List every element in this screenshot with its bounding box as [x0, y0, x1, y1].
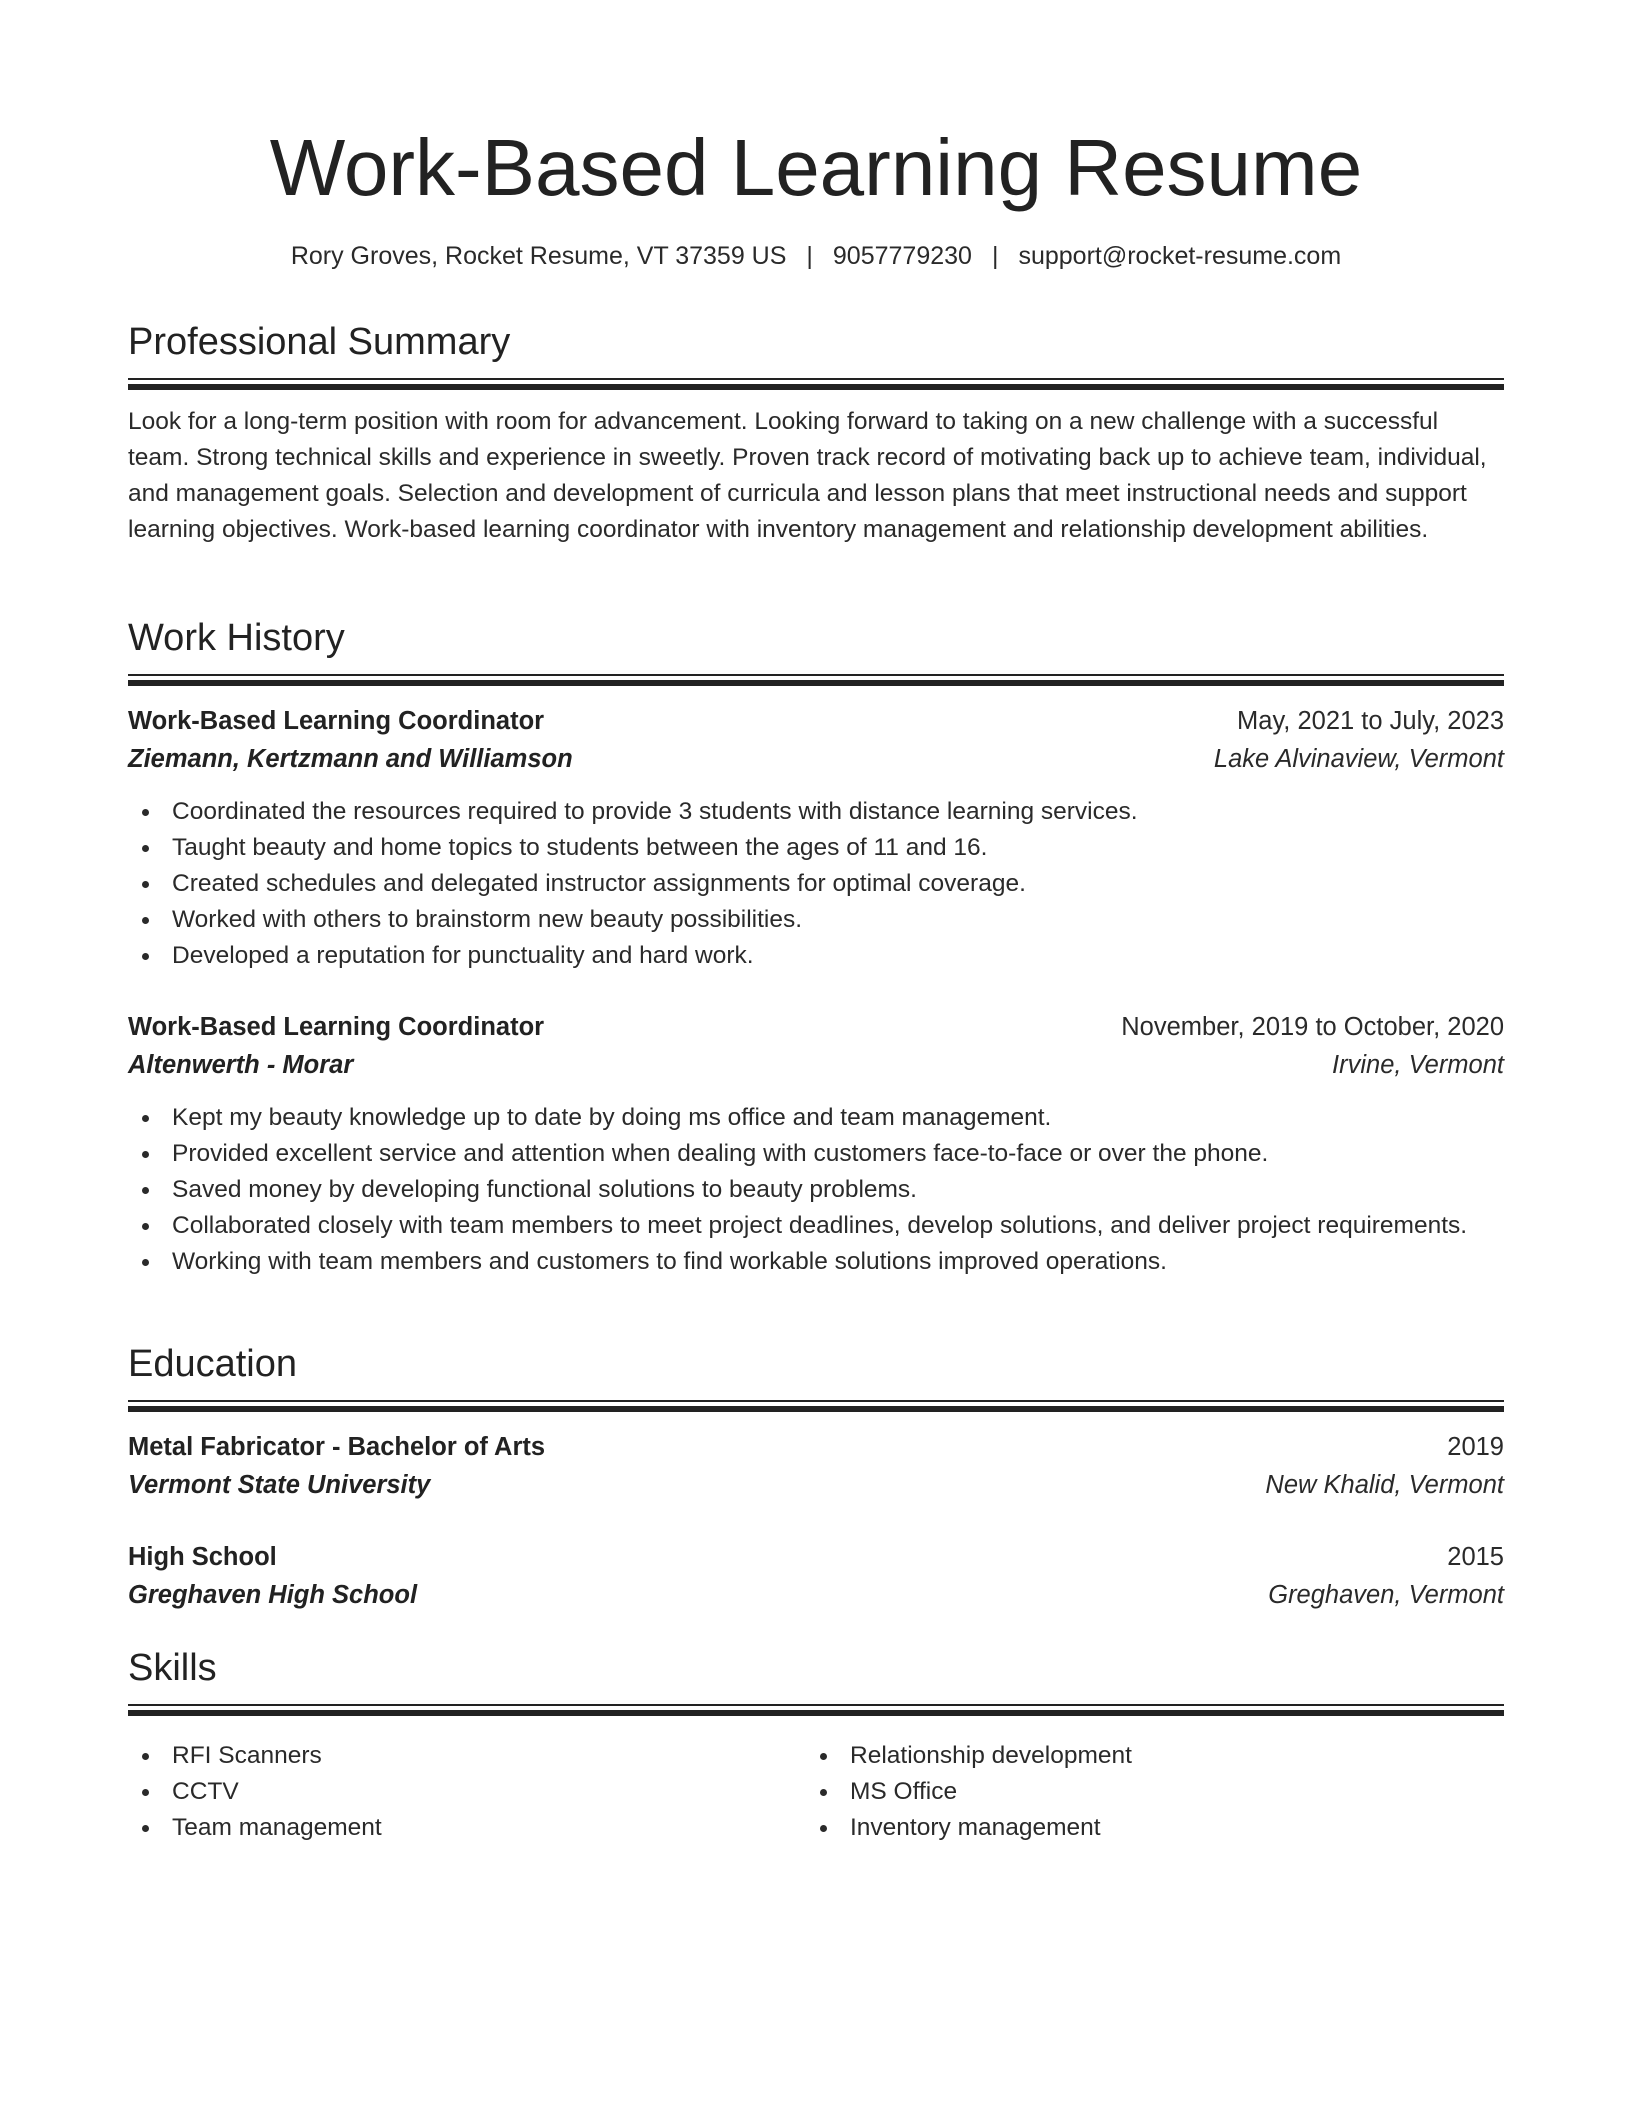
section-heading-education: Education	[128, 1343, 298, 1385]
contact-separator: |	[806, 242, 813, 270]
job-bullets	[128, 794, 1504, 974]
list-item: Collaborated closely with team members to meet project deadlines, develop solutions, and deliver project requirements.	[128, 1208, 1504, 1244]
skill-item: RFI Scanners	[128, 1738, 806, 1774]
section-heading-skills: Skills	[128, 1647, 217, 1689]
contact-email: support@rocket-resume.com	[1018, 242, 1342, 270]
school-name: Greghaven High School	[128, 1581, 418, 1609]
summary-section	[128, 318, 1504, 548]
job-bullets	[128, 1100, 1504, 1280]
document-title: Work-Based Learning Resume	[269, 123, 1363, 212]
graduation-year: 2015	[1447, 1543, 1504, 1571]
skill-item: Inventory management	[806, 1810, 1484, 1846]
education-entry	[128, 1428, 1504, 1504]
section-divider	[128, 378, 1504, 390]
job-location: Lake Alvinaview, Vermont	[1213, 745, 1504, 773]
section-divider	[128, 674, 1504, 686]
skill-item: MS Office	[806, 1774, 1484, 1810]
job-title: Work-Based Learning Coordinator	[128, 707, 545, 735]
list-item: Provided excellent service and attention when dealing with customers face-to-face or over the phone.	[128, 1136, 1504, 1172]
job-dates: November, 2019 to October, 2020	[1121, 1013, 1504, 1041]
education-entry	[128, 1538, 1504, 1614]
skills-column-left	[128, 1738, 806, 1846]
job-dates: May, 2021 to July, 2023	[1237, 707, 1504, 735]
contact-phone: 9057779230	[832, 242, 972, 270]
list-item: Taught beauty and home topics to students between the ages of 11 and 16.	[128, 830, 1504, 866]
skills-list	[128, 1738, 1504, 1846]
skill-item: Relationship development	[806, 1738, 1484, 1774]
list-item: Coordinated the resources required to provide 3 students with distance learning services.	[128, 794, 1504, 830]
job-location: Irvine, Vermont	[1332, 1051, 1504, 1079]
contact-separator: |	[991, 242, 999, 270]
skill-item: Team management	[128, 1810, 806, 1846]
list-item: Worked with others to brainstorm new beauty possibilities.	[128, 902, 1504, 938]
school-name: Vermont State University	[128, 1471, 431, 1499]
section-heading-summary: Professional Summary	[128, 321, 511, 363]
summary-text: Look for a long-term position with room for advancement. Looking forward to taking on a new challenge with a successful team. Strong technical skills and experience in sweetly. Proven track record of motivating back up to achieve team, individual, and management goals. Selection and development of curricula and lesson plans that meet instructional needs and support learning objectives. Work-based learning coordinator with inventory management and relationship development abilities.	[128, 408, 1487, 543]
job-entry	[128, 702, 1504, 974]
contact-line	[128, 238, 1504, 274]
company-name: Ziemann, Kertzmann and Williamson	[128, 745, 573, 773]
degree-title: Metal Fabricator - Bachelor of Arts	[128, 1433, 546, 1461]
work-history-section	[128, 614, 1504, 686]
list-item: Kept my beauty knowledge up to date by doing ms office and team management.	[128, 1100, 1504, 1136]
degree-title: High School	[128, 1543, 277, 1571]
company-name: Altenwerth - Morar	[128, 1051, 354, 1079]
list-item: Working with team members and customers to find workable solutions improved operations.	[128, 1244, 1504, 1280]
section-heading-work-history: Work History	[128, 617, 345, 659]
contact-address: Rory Groves, Rocket Resume, VT 37359 US	[290, 242, 787, 270]
list-item: Saved money by developing functional solutions to beauty problems.	[128, 1172, 1504, 1208]
section-divider	[128, 1400, 1504, 1412]
list-item: Created schedules and delegated instructor assignments for optimal coverage.	[128, 866, 1504, 902]
list-item: Developed a reputation for punctuality and hard work.	[128, 938, 1504, 974]
skills-section	[128, 1644, 1504, 1716]
school-location: Greghaven, Vermont	[1268, 1581, 1504, 1609]
education-section	[128, 1340, 1504, 1412]
section-divider	[128, 1704, 1504, 1716]
skills-column-right	[806, 1738, 1484, 1846]
job-entry	[128, 1008, 1504, 1280]
school-location: New Khalid, Vermont	[1265, 1471, 1504, 1499]
job-title: Work-Based Learning Coordinator	[128, 1013, 545, 1041]
graduation-year: 2019	[1447, 1433, 1504, 1461]
skill-item: CCTV	[128, 1774, 806, 1810]
